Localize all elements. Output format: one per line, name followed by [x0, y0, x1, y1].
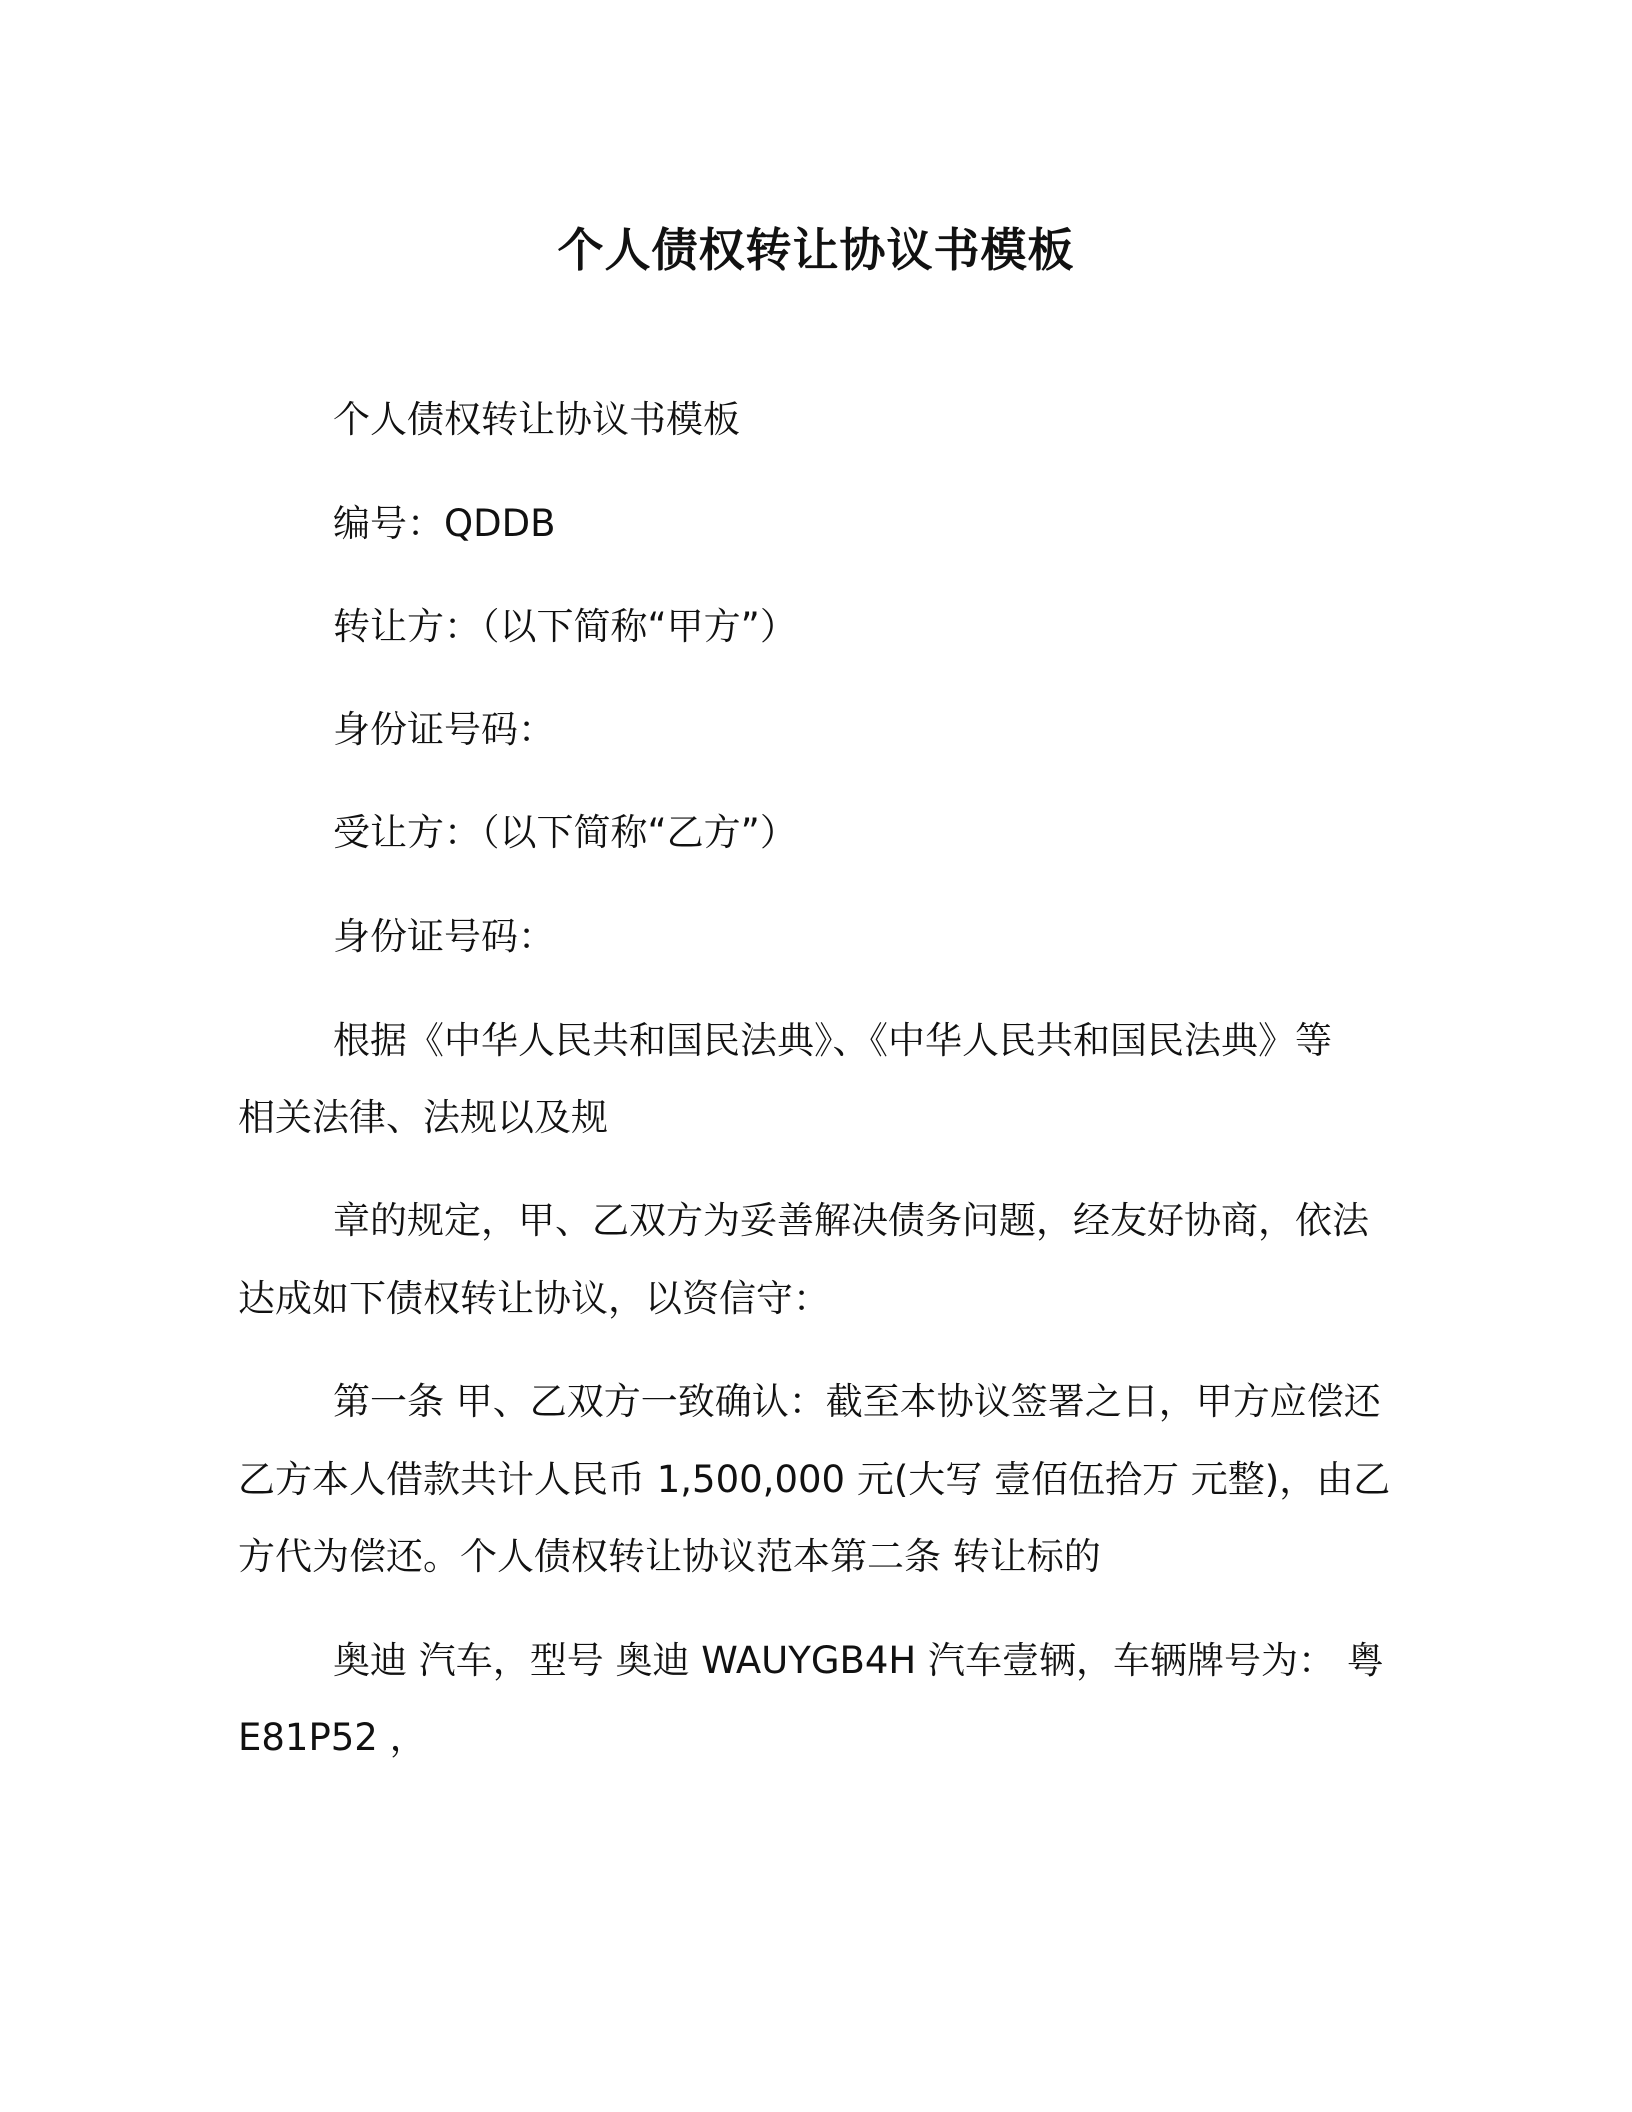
paragraph-line: 方代为偿还。个人债权转让协议范本第二条 转让标的: [238, 1535, 1101, 1578]
paragraph-line: 第一条 甲、乙双方一致确认：截至本协议签署之日，甲方应偿还: [333, 1380, 1381, 1423]
paragraph-line: 章的规定，甲、乙双方为妥善解决债务问题，经友好协商，依法: [333, 1199, 1369, 1242]
transferee-line: 受让方：（以下简称“乙方”）: [333, 811, 797, 854]
document-title: 个人债权转让协议书模板: [557, 223, 1075, 277]
transferee-id-line: 身份证号码：: [333, 915, 555, 958]
paragraph-line: 达成如下债权转让协议，以资信守：: [238, 1277, 830, 1320]
paragraph-line: 根据《中华人民共和国民法典》、《中华人民共和国民法典》等: [333, 1019, 1332, 1062]
transferor-id-line: 身份证号码：: [333, 708, 555, 751]
document-subtitle: 个人债权转让协议书模板: [333, 398, 740, 441]
paragraph-line: E81P52 ，: [238, 1716, 427, 1759]
paragraph-line: 奥迪 汽车，型号 奥迪 WAUYGB4H 汽车壹辆，车辆牌号为： 粤: [333, 1639, 1384, 1682]
transferor-line: 转让方：（以下简称“甲方”）: [333, 605, 797, 648]
paragraph-line: 乙方本人借款共计人民币 1,500,000 元(大写 壹佰伍拾万 元整)，由乙: [238, 1458, 1391, 1501]
paragraph-line: 相关法律、法规以及规: [238, 1096, 608, 1139]
contract-number: 编号：QDDB: [333, 502, 556, 545]
